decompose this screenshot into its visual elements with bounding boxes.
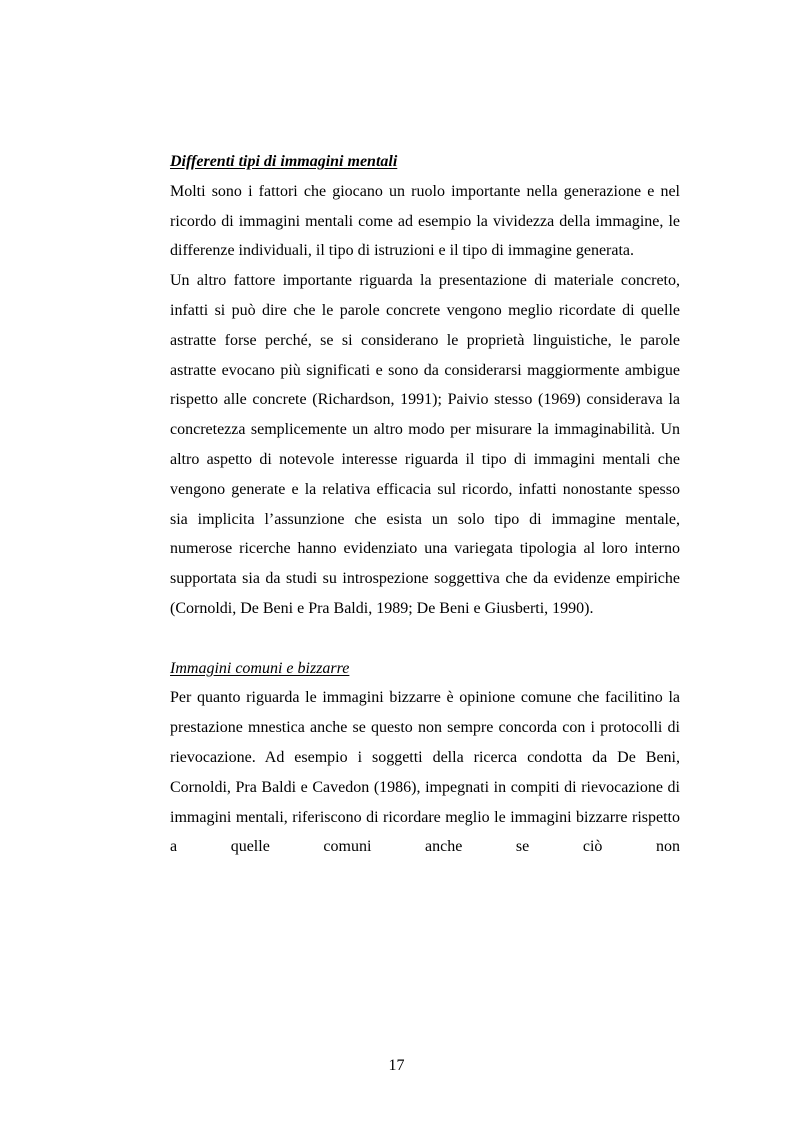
- paragraph-immagini-bizzarre: Per quanto riguarda le immagini bizzarre è opinione comune che facilitino la prestazione mnestica anche se questo non sempre concorda con i protocolli di rievocazione. Ad esempio i soggetti della ricerca condotta da De Beni, Cornoldi, Pra Baldi e Cavedon (1986), impegnati in compiti di rievocazione di immagini mentali, riferiscono di ricordare meglio le immagini bizzarre rispetto a quelle comuni anche se ciò non: [170, 689, 680, 856]
- paragraph-fattori: Molti sono i fattori che giocano un ruolo importante nella generazione e nel ricordo di immagini mentali come ad esempio la vividezza della immagine, le differenze individuali, il tipo di istruzioni e il tipo di immagine generata.: [170, 182, 680, 260]
- page-body: [170, 147, 680, 862]
- section-spacer: [170, 624, 680, 654]
- section-heading-immagini-comuni: Immagini comuni e bizzarre: [170, 659, 350, 677]
- section-heading-differenti-tipi: Differenti tipi di immagini mentali: [170, 153, 398, 170]
- paragraph-materiale-concreto: Un altro fattore importante riguarda la presentazione di materiale concreto, infatti si può dire che le parole concrete vengono meglio ricordate di quelle astratte forse perché, se si considerano le proprietà linguistiche, le parole astratte evocano più significati e sono da considerarsi maggiormente ambigue rispetto alle concrete (Richardson, 1991); Paivio stesso (1969) considerava la concretezza semplicemente un altro modo per misurare la immaginabilità. Un altro aspetto di notevole interesse riguarda il tipo di immagini mentali che vengono generate e la relativa efficacia sul ricordo, infatti nonostante spesso sia implicita l’assunzione che esista un solo tipo di immagine mentale, numerose ricerche hanno evidenziato una variegata tipologia al loro interno supportata sia da studi su introspezione soggettiva che da evidenze empiriche (Cornoldi, De Beni e Pra Baldi, 1989; De Beni e Giusberti, 1990).: [170, 272, 680, 617]
- page-number: 17: [388, 1057, 405, 1074]
